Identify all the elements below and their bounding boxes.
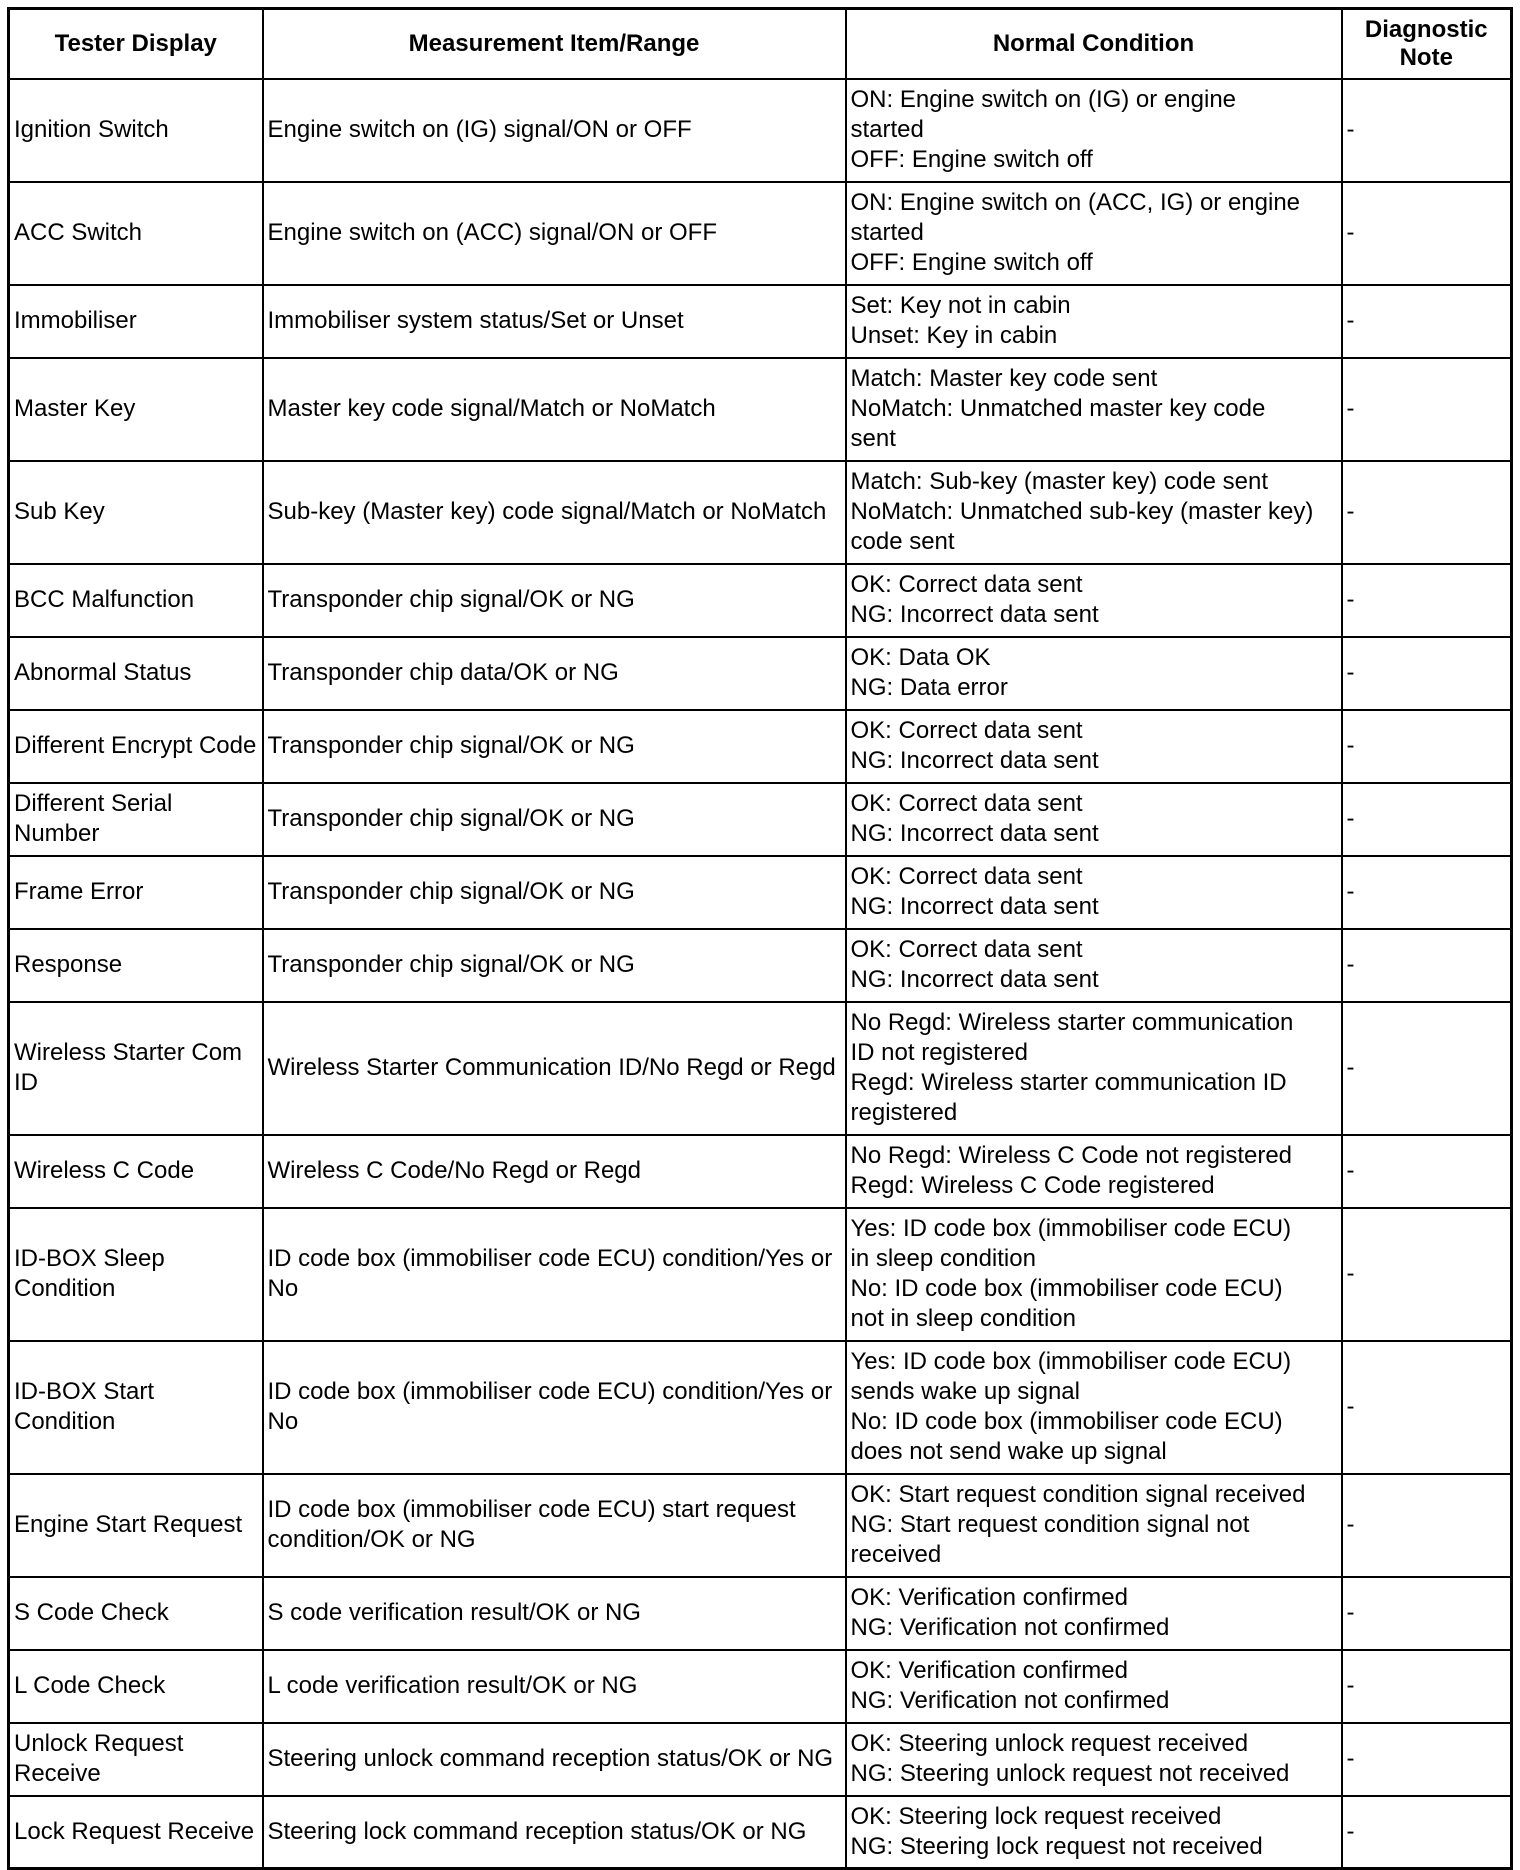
condition-line: NG: Verification not confirmed <box>850 1687 1170 1714</box>
normal-condition-cell <box>846 461 1342 564</box>
tester-display-cell: Different Encrypt Code <box>9 710 263 783</box>
normal-condition-cell <box>846 1796 1342 1869</box>
table-row <box>9 1650 1512 1723</box>
normal-condition-cell <box>846 1341 1342 1474</box>
condition-line: OK: Steering unlock request received <box>850 1730 1249 1757</box>
table-row <box>9 461 1512 564</box>
normal-condition-cell <box>846 1135 1342 1208</box>
measurement-item-cell: Transponder chip signal/OK or NG <box>263 710 846 783</box>
condition-line: ON: Engine switch on (ACC, IG) or engine <box>850 189 1301 216</box>
condition-line: not in sleep condition <box>850 1305 1076 1332</box>
condition-line: OK: Data OK <box>850 644 991 671</box>
condition-line: OK: Correct data sent <box>850 717 1083 744</box>
condition-line: NG: Steering unlock request not received <box>850 1760 1290 1787</box>
condition-line: NG: Steering lock request not received <box>850 1832 1263 1860</box>
measurement-item-cell: Wireless Starter Communication ID/No Regd or Regd <box>263 1002 846 1135</box>
condition-line: OFF: Engine switch off <box>850 249 1093 276</box>
tester-display-cell: Wireless Starter Com ID <box>9 1002 263 1135</box>
tester-display-cell: Master Key <box>9 358 263 461</box>
condition-line: NG: Data error <box>850 674 1008 701</box>
table-row <box>9 637 1512 710</box>
tester-display-cell: ID-BOX Sleep Condition <box>9 1208 263 1341</box>
normal-condition-cell <box>846 637 1342 710</box>
condition-line: OK: Steering lock request received <box>850 1802 1222 1830</box>
condition-line: OK: Correct data sent <box>850 936 1083 963</box>
diagnostic-note-cell: - <box>1342 1723 1512 1796</box>
diagnostic-note-cell: - <box>1342 1796 1512 1869</box>
header-row <box>9 9 1512 79</box>
diagnostic-note-cell: - <box>1342 182 1512 285</box>
condition-line: OFF: Engine switch off <box>850 146 1093 173</box>
measurement-item-cell: S code verification result/OK or NG <box>263 1577 846 1650</box>
diagnostic-note-cell: - <box>1342 856 1512 929</box>
normal-condition-cell <box>846 1002 1342 1135</box>
condition-line: Yes: ID code box (immobiliser code ECU) <box>850 1215 1292 1242</box>
tester-display-cell: Ignition Switch <box>9 79 263 182</box>
normal-condition-cell <box>846 1208 1342 1341</box>
diagnostic-note-cell: - <box>1342 1650 1512 1723</box>
normal-condition-cell <box>846 1723 1342 1796</box>
table-row <box>9 1723 1512 1796</box>
diagnostic-note-cell: - <box>1342 1002 1512 1135</box>
measurement-item-cell: Wireless C Code/No Regd or Regd <box>263 1135 846 1208</box>
measurement-item-cell: Steering lock command reception status/OK or NG <box>263 1796 846 1869</box>
table-row <box>9 182 1512 285</box>
condition-line: Unset: Key in cabin <box>850 322 1058 349</box>
condition-line: OK: Verification confirmed <box>850 1584 1128 1611</box>
table-row <box>9 783 1512 856</box>
condition-line: code sent <box>850 528 955 555</box>
measurement-item-cell: L code verification result/OK or NG <box>263 1650 846 1723</box>
table-row <box>9 710 1512 783</box>
tester-display-cell: L Code Check <box>9 1650 263 1723</box>
measurement-item-cell: Sub-key (Master key) code signal/Match or NoMatch <box>263 461 846 564</box>
condition-line: Regd: Wireless C Code registered <box>850 1172 1215 1199</box>
condition-line: NG: Incorrect data sent <box>850 601 1099 628</box>
tester-display-cell: S Code Check <box>9 1577 263 1650</box>
header-diagnostic-note: Diagnostic Note <box>1342 9 1512 79</box>
measurement-item-cell: ID code box (immobiliser code ECU) start request condition/OK or NG <box>263 1474 846 1577</box>
diagnostic-note-cell: - <box>1342 564 1512 637</box>
diagnostic-note-cell: - <box>1342 285 1512 358</box>
table-row <box>9 79 1512 182</box>
tester-display-cell: ID-BOX Start Condition <box>9 1341 263 1474</box>
condition-line: OK: Correct data sent <box>850 790 1083 817</box>
header-measurement-item: Measurement Item/Range <box>263 9 846 79</box>
condition-line: NoMatch: Unmatched sub-key (master key) <box>850 498 1314 525</box>
measurement-item-cell: Master key code signal/Match or NoMatch <box>263 358 846 461</box>
condition-line: Yes: ID code box (immobiliser code ECU) <box>850 1348 1292 1375</box>
tester-display-cell: Sub Key <box>9 461 263 564</box>
table-row <box>9 564 1512 637</box>
condition-line: registered <box>850 1099 958 1126</box>
measurement-item-cell: Transponder chip data/OK or NG <box>263 637 846 710</box>
measurement-item-cell: Engine switch on (IG) signal/ON or OFF <box>263 79 846 182</box>
normal-condition-cell <box>846 1474 1342 1577</box>
measurement-item-cell: Immobiliser system status/Set or Unset <box>263 285 846 358</box>
diagnostic-note-cell: - <box>1342 783 1512 856</box>
condition-line: started <box>850 219 924 246</box>
diagnostic-note-cell: - <box>1342 1135 1512 1208</box>
diagnostic-note-cell: - <box>1342 1474 1512 1577</box>
condition-line: No Regd: Wireless C Code not registered <box>850 1142 1293 1169</box>
normal-condition-cell <box>846 710 1342 783</box>
header-tester-display: Tester Display <box>9 9 263 79</box>
tester-display-cell: Engine Start Request <box>9 1474 263 1577</box>
diagnostic-note-cell: - <box>1342 358 1512 461</box>
condition-line: NG: Start request condition signal not <box>850 1511 1250 1538</box>
diagnostic-note-cell: - <box>1342 1208 1512 1341</box>
table-row <box>9 1577 1512 1650</box>
measurement-item-cell: Transponder chip signal/OK or NG <box>263 856 846 929</box>
normal-condition-cell <box>846 783 1342 856</box>
measurement-item-cell: Transponder chip signal/OK or NG <box>263 564 846 637</box>
tester-display-cell: Abnormal Status <box>9 637 263 710</box>
condition-line: does not send wake up signal <box>850 1438 1167 1465</box>
diagnostic-note-cell: - <box>1342 637 1512 710</box>
condition-line: OK: Correct data sent <box>850 863 1083 890</box>
condition-line: OK: Verification confirmed <box>850 1657 1128 1684</box>
condition-line: NG: Incorrect data sent <box>850 820 1099 847</box>
condition-line: Match: Master key code sent <box>850 365 1158 392</box>
normal-condition-cell <box>846 856 1342 929</box>
diagnostic-note-cell: - <box>1342 1577 1512 1650</box>
table-row <box>9 1002 1512 1135</box>
table-row <box>9 1208 1512 1341</box>
normal-condition-cell <box>846 285 1342 358</box>
diagnostic-note-cell: - <box>1342 1341 1512 1474</box>
table-row <box>9 358 1512 461</box>
diagnostic-note-cell: - <box>1342 710 1512 783</box>
condition-line: No Regd: Wireless starter communication <box>850 1009 1294 1036</box>
condition-line: ON: Engine switch on (IG) or engine <box>850 86 1237 113</box>
tester-display-cell: Frame Error <box>9 856 263 929</box>
condition-line: sends wake up signal <box>850 1378 1080 1405</box>
table-row <box>9 1341 1512 1474</box>
measurement-item-cell: ID code box (immobiliser code ECU) condition/Yes or No <box>263 1341 846 1474</box>
table-row <box>9 1135 1512 1208</box>
condition-line: Regd: Wireless starter communication ID <box>850 1069 1287 1096</box>
table-row <box>9 285 1512 358</box>
diagnostic-note-cell: - <box>1342 929 1512 1002</box>
condition-line: No: ID code box (immobiliser code ECU) <box>850 1408 1283 1435</box>
table-row <box>9 856 1512 929</box>
tester-display-cell: Immobiliser <box>9 285 263 358</box>
measurement-item-cell: ID code box (immobiliser code ECU) condition/Yes or No <box>263 1208 846 1341</box>
normal-condition-cell <box>846 358 1342 461</box>
normal-condition-cell <box>846 182 1342 285</box>
table-row <box>9 1474 1512 1577</box>
condition-line: NG: Verification not confirmed <box>850 1614 1170 1641</box>
diagnostic-note-cell: - <box>1342 461 1512 564</box>
tester-display-cell: ACC Switch <box>9 182 263 285</box>
condition-line: No: ID code box (immobiliser code ECU) <box>850 1275 1283 1302</box>
condition-line: Set: Key not in cabin <box>850 292 1071 319</box>
data-list-table <box>7 7 1513 1870</box>
condition-line: NG: Incorrect data sent <box>850 747 1099 774</box>
condition-line: NoMatch: Unmatched master key code <box>850 395 1266 422</box>
condition-line: Match: Sub-key (master key) code sent <box>850 468 1268 495</box>
normal-condition-cell <box>846 1577 1342 1650</box>
tester-display-cell: Wireless C Code <box>9 1135 263 1208</box>
table-row <box>9 1796 1512 1869</box>
measurement-item-cell: Steering unlock command reception status/OK or NG <box>263 1723 846 1796</box>
measurement-item-cell: Engine switch on (ACC) signal/ON or OFF <box>263 182 846 285</box>
condition-line: started <box>850 116 924 143</box>
tester-display-cell: Lock Request Receive <box>9 1796 263 1869</box>
condition-line: received <box>850 1541 942 1568</box>
measurement-item-cell: Transponder chip signal/OK or NG <box>263 783 846 856</box>
tester-display-cell: BCC Malfunction <box>9 564 263 637</box>
table-body <box>9 79 1512 1869</box>
tester-display-cell: Response <box>9 929 263 1002</box>
condition-line: NG: Incorrect data sent <box>850 966 1099 993</box>
diagnostic-note-cell: - <box>1342 79 1512 182</box>
normal-condition-cell <box>846 79 1342 182</box>
normal-condition-cell <box>846 564 1342 637</box>
normal-condition-cell <box>846 1650 1342 1723</box>
header-normal-condition: Normal Condition <box>846 9 1342 79</box>
condition-line: sent <box>850 425 896 452</box>
condition-line: NG: Incorrect data sent <box>850 893 1099 920</box>
measurement-item-cell: Transponder chip signal/OK or NG <box>263 929 846 1002</box>
tester-display-cell: Different Serial Number <box>9 783 263 856</box>
table-row <box>9 929 1512 1002</box>
tester-display-cell: Unlock Request Receive <box>9 1723 263 1796</box>
condition-line: in sleep condition <box>850 1245 1036 1272</box>
condition-line: OK: Start request condition signal received <box>850 1481 1306 1508</box>
condition-line: OK: Correct data sent <box>850 571 1083 598</box>
condition-line: ID not registered <box>850 1039 1028 1066</box>
normal-condition-cell <box>846 929 1342 1002</box>
